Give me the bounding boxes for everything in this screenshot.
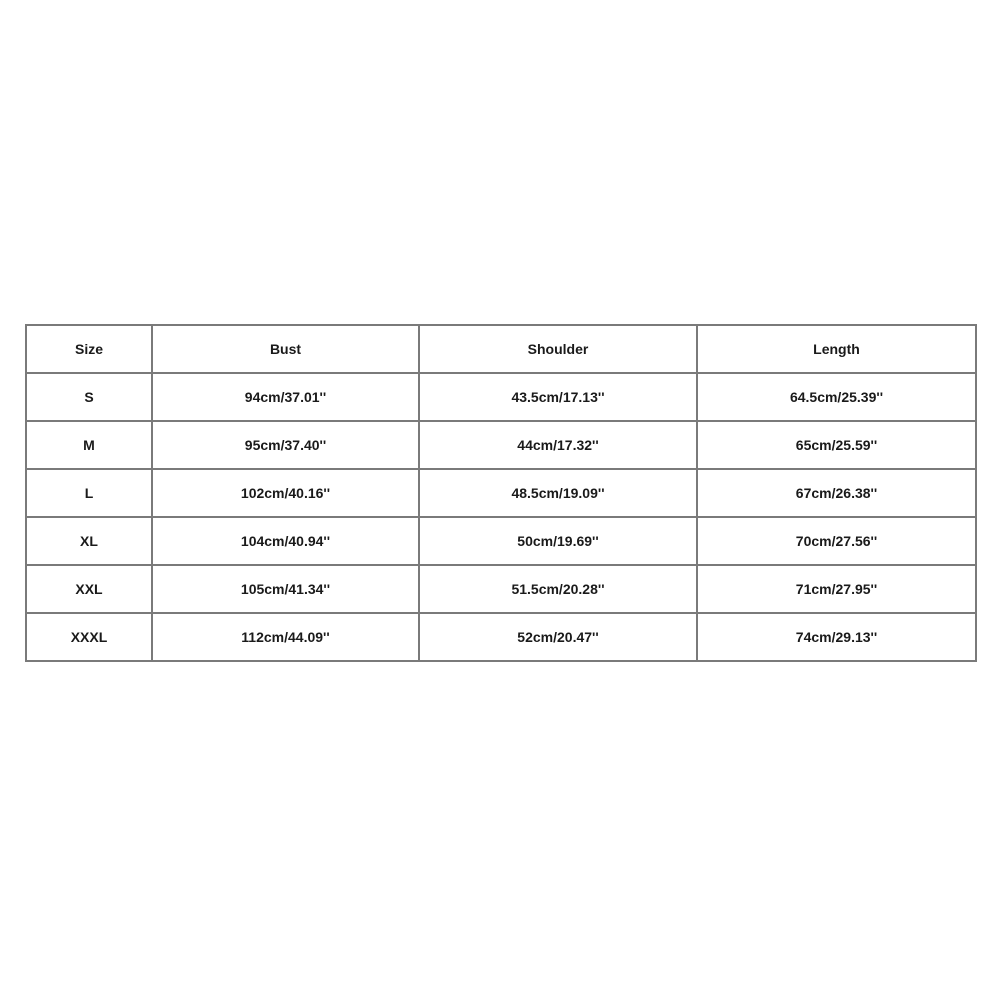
shoulder-cell: 44cm/17.32'' bbox=[419, 421, 697, 469]
bust-cell: 95cm/37.40'' bbox=[152, 421, 419, 469]
size-cell: L bbox=[26, 469, 152, 517]
table-row bbox=[26, 373, 976, 421]
header-size: Size bbox=[26, 325, 152, 373]
length-cell: 74cm/29.13'' bbox=[697, 613, 976, 661]
header-shoulder: Shoulder bbox=[419, 325, 697, 373]
table-header-row bbox=[26, 325, 976, 373]
size-cell: XL bbox=[26, 517, 152, 565]
table-row bbox=[26, 613, 976, 661]
bust-cell: 105cm/41.34'' bbox=[152, 565, 419, 613]
bust-cell: 104cm/40.94'' bbox=[152, 517, 419, 565]
table-row bbox=[26, 517, 976, 565]
length-cell: 70cm/27.56'' bbox=[697, 517, 976, 565]
length-cell: 64.5cm/25.39'' bbox=[697, 373, 976, 421]
size-cell: S bbox=[26, 373, 152, 421]
shoulder-cell: 43.5cm/17.13'' bbox=[419, 373, 697, 421]
bust-cell: 112cm/44.09'' bbox=[152, 613, 419, 661]
size-cell: XXL bbox=[26, 565, 152, 613]
bust-cell: 102cm/40.16'' bbox=[152, 469, 419, 517]
shoulder-cell: 52cm/20.47'' bbox=[419, 613, 697, 661]
shoulder-cell: 48.5cm/19.09'' bbox=[419, 469, 697, 517]
table-row bbox=[26, 469, 976, 517]
bust-cell: 94cm/37.01'' bbox=[152, 373, 419, 421]
size-chart-table bbox=[25, 324, 977, 662]
header-bust: Bust bbox=[152, 325, 419, 373]
table-row bbox=[26, 565, 976, 613]
shoulder-cell: 51.5cm/20.28'' bbox=[419, 565, 697, 613]
length-cell: 71cm/27.95'' bbox=[697, 565, 976, 613]
length-cell: 65cm/25.59'' bbox=[697, 421, 976, 469]
length-cell: 67cm/26.38'' bbox=[697, 469, 976, 517]
table-row bbox=[26, 421, 976, 469]
size-cell: M bbox=[26, 421, 152, 469]
shoulder-cell: 50cm/19.69'' bbox=[419, 517, 697, 565]
size-cell: XXXL bbox=[26, 613, 152, 661]
header-length: Length bbox=[697, 325, 976, 373]
